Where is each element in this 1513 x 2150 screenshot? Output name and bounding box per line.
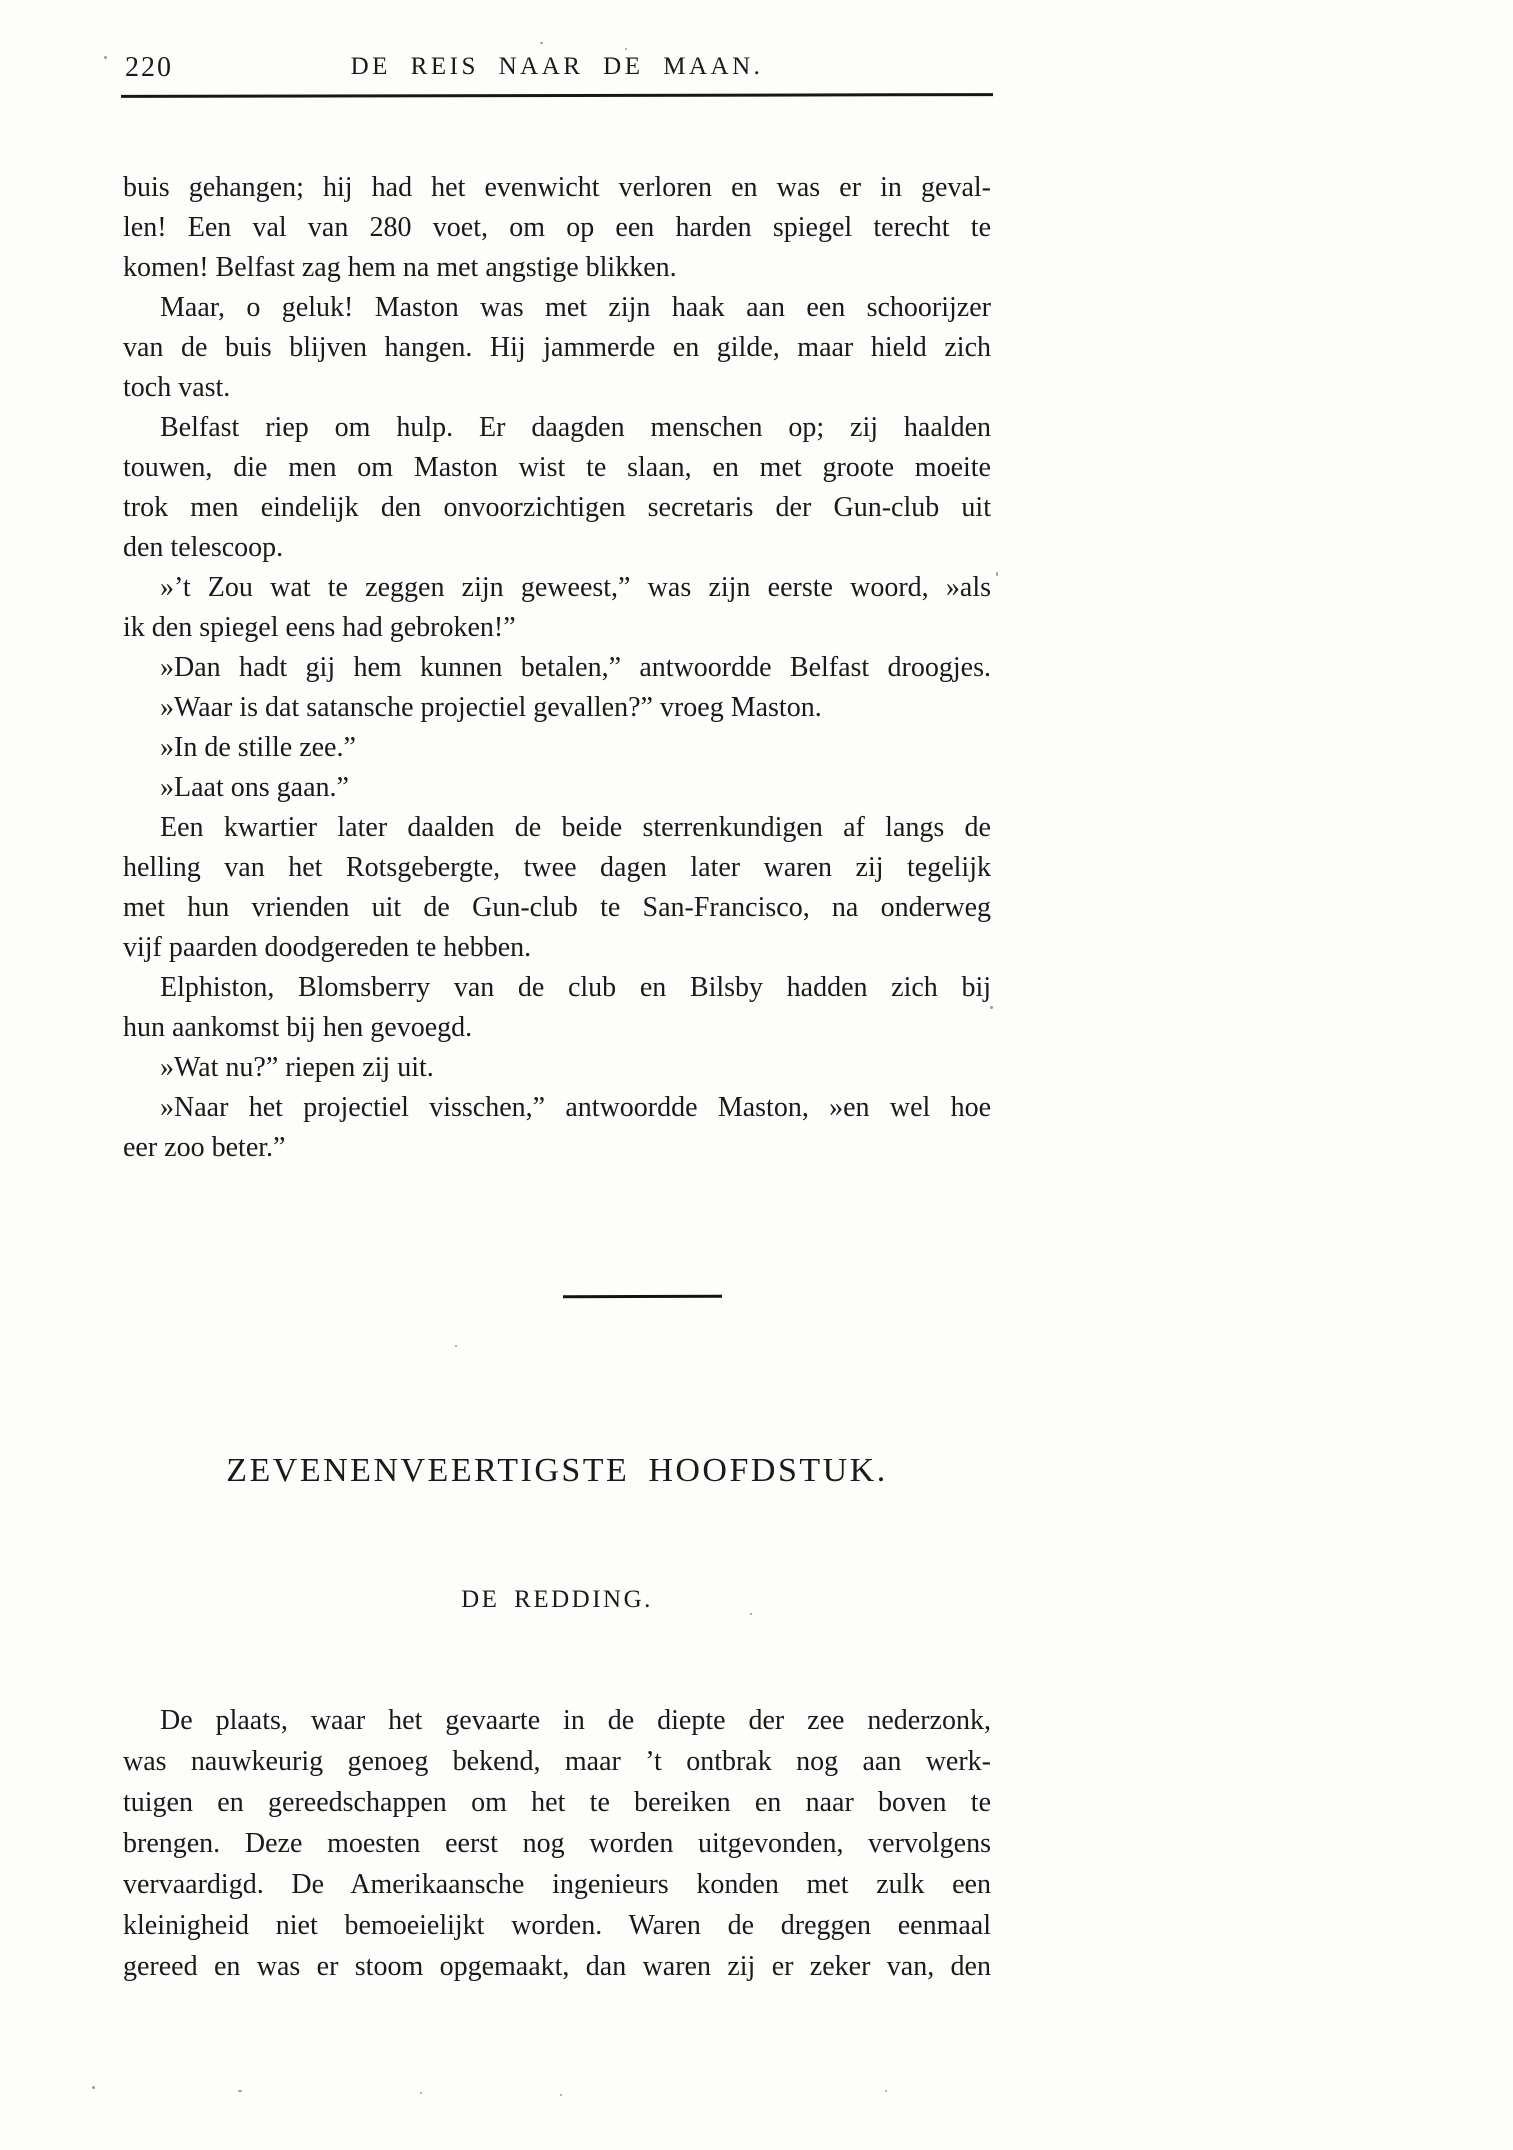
text-line: toch vast.	[123, 372, 231, 403]
text-line: vijf paarden doodgereden te hebben.	[123, 932, 532, 963]
text-line: Een kwartier later daalden de beide sterrenkundigen af langs de	[160, 812, 991, 843]
text-line: komen! Belfast zag hem na met angstige blikken.	[123, 252, 677, 283]
body-text	[123, 168, 991, 1168]
section-separator	[563, 1295, 722, 1299]
paragraph	[123, 288, 991, 408]
paragraph	[123, 808, 991, 968]
chapter-heading: ZEVENENVEERTIGSTE HOOFDSTUK.	[226, 1452, 888, 1489]
text-line: eer zoo beter.”	[123, 1132, 286, 1163]
paragraph	[123, 688, 991, 728]
text-line: »Laat ons gaan.”	[160, 772, 349, 803]
text-line: brengen. Deze moesten eerst nog worden uitgevonden, vervolgens	[123, 1828, 991, 1859]
chapter-body-text	[123, 1700, 991, 1987]
scan-speck	[238, 2090, 242, 2092]
text-line: helling van het Rotsgebergte, twee dagen later waren zij tegelijk	[123, 852, 991, 883]
text-line: Maar, o geluk! Maston was met zijn haak aan een schoorijzer	[160, 292, 991, 323]
scan-speck	[885, 2090, 887, 2092]
text-line: touwen, die men om Maston wist te slaan, en met groote moeite	[123, 452, 991, 483]
paragraph	[123, 568, 991, 648]
page-number: 220	[125, 52, 173, 83]
scan-speck	[996, 572, 998, 576]
text-line: kleinigheid niet bemoeielijkt worden. Waren de dreggen eenmaal	[123, 1910, 991, 1941]
scan-speck	[560, 2094, 562, 2096]
paragraph	[123, 168, 991, 288]
text-line: gereed en was er stoom opgemaakt, dan waren zij er zeker van, den	[123, 1951, 991, 1982]
text-line: ik den spiegel eens had gebroken!”	[123, 612, 516, 643]
text-line: hun aankomst bij hen gevoegd.	[123, 1012, 473, 1043]
text-line: len! Een val van 280 voet, om op een harden spiegel terecht te	[123, 212, 991, 243]
paragraph	[123, 1700, 991, 1987]
scan-speck	[750, 1613, 752, 1615]
running-header	[123, 50, 991, 86]
paragraph	[123, 1048, 991, 1088]
text-line: »Dan hadt gij hem kunnen betalen,” antwoordde Belfast droogjes.	[160, 652, 991, 683]
text-line: »Naar het projectiel visschen,” antwoordde Maston, »en wel hoe	[160, 1092, 991, 1123]
text-line: Elphiston, Blomsberry van de club en Bilsby hadden zich bij	[160, 972, 991, 1003]
scan-speck	[540, 42, 543, 44]
chapter-subheading: DE REDDING.	[461, 1586, 653, 1613]
text-line: »In de stille zee.”	[160, 732, 356, 763]
text-line: tuigen en gereedschappen om het te bereiken en naar boven te	[123, 1787, 991, 1818]
paragraph	[123, 1088, 991, 1168]
paragraph	[123, 768, 991, 808]
scan-speck	[455, 1345, 457, 1347]
scan-speck	[104, 56, 107, 59]
text-line: »’t Zou wat te zeggen zijn geweest,” was zijn eerste woord, »als	[160, 572, 991, 603]
text-line: »Waar is dat satansche projectiel gevallen?” vroeg Maston.	[160, 692, 822, 723]
scan-speck	[625, 48, 627, 50]
text-line: van de buis blijven hangen. Hij jammerde en gilde, maar hield zich	[123, 332, 991, 363]
paragraph	[123, 648, 991, 688]
text-line: met hun vrienden uit de Gun-club te San-Francisco, na onderweg	[123, 892, 991, 923]
scan-speck	[420, 2092, 422, 2094]
text-line: trok men eindelijk den onvoorzichtigen secretaris der Gun-club uit	[123, 492, 991, 523]
text-line: Belfast riep om hulp. Er daagden menschen op; zij haalden	[160, 412, 991, 443]
text-line: »Wat nu?” riepen zij uit.	[160, 1052, 434, 1083]
running-title: DE REIS NAAR DE MAAN.	[350, 53, 764, 80]
text-line: De plaats, waar het gevaarte in de diepte der zee nederzonk,	[160, 1705, 991, 1736]
scan-speck	[990, 1006, 993, 1009]
scan-speck	[92, 2086, 95, 2089]
header-rule	[121, 93, 993, 98]
text-line: buis gehangen; hij had het evenwicht verloren en was er in geval-	[123, 172, 991, 203]
text-line: was nauwkeurig genoeg bekend, maar ’t ontbrak nog aan werk-	[123, 1746, 991, 1777]
paragraph	[123, 968, 991, 1048]
text-line: vervaardigd. De Amerikaansche ingenieurs konden met zulk een	[123, 1869, 991, 1900]
text-line: den telescoop.	[123, 532, 284, 563]
paragraph	[123, 408, 991, 568]
paragraph	[123, 728, 991, 768]
